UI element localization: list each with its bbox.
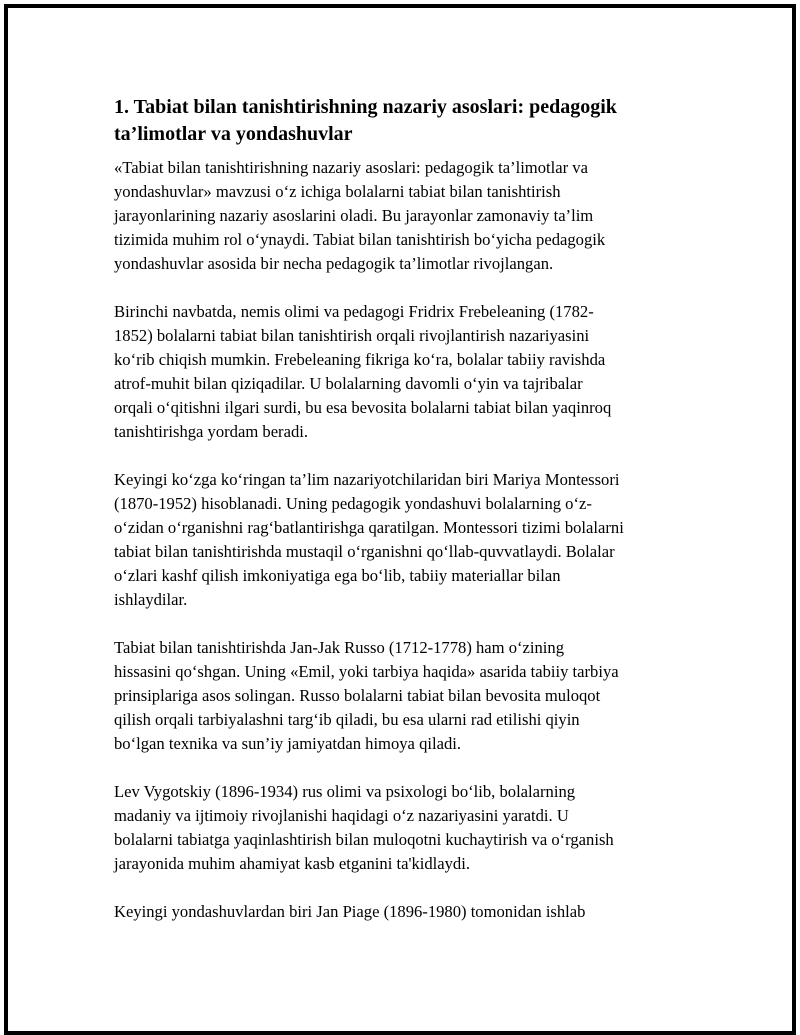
text-line: Lev Vygotskiy (1896-1934) rus olimi va psixologi bo‘lib, bolalarning — [114, 782, 576, 801]
paragraph-piage — [114, 900, 674, 924]
section-heading — [114, 92, 674, 148]
text-line: ko‘rib chiqish mumkin. Frebeleaning fikriga ko‘ra, bolalar tabiiy ravishda — [114, 350, 606, 369]
text-line: tizimida muhim rol o‘ynaydi. Tabiat bilan tanishtirish bo‘yicha pedagogik — [114, 230, 606, 249]
text-line: bolalarni tabiatga yaqinlashtirish bilan muloqotni kuchaytirish va o‘rganish — [114, 830, 614, 849]
paragraph-intro — [114, 156, 674, 276]
text-line: hissasini qo‘shgan. Uning «Emil, yoki tarbiya haqida» asarida tabiiy tarbiya — [114, 662, 619, 681]
text-line: yondashuvlar» mavzusi o‘z ichiga bolalarni tabiat bilan tanishtirish — [114, 182, 561, 201]
text-line: atrof-muhit bilan qiziqadilar. U bolalarning davomli o‘yin va tajribalar — [114, 374, 583, 393]
text-line: yondashuvlar asosida bir necha pedagogik ta’limotlar rivojlangan. — [114, 254, 554, 273]
text-line: prinsiplariga asos solingan. Russo bolalarni tabiat bilan bevosita muloqot — [114, 686, 601, 705]
text-line: o‘zidan o‘rganishni rag‘batlantirishga qaratilgan. Montessori tizimi bolalarni — [114, 518, 624, 537]
paragraph-vygotskiy — [114, 780, 674, 876]
text-line: Tabiat bilan tanishtirishda Jan-Jak Russo (1712-1778) ham o‘zining — [114, 638, 565, 657]
text-line: Keyingi yondashuvlardan biri Jan Piage (1896-1980) tomonidan ishlab — [114, 902, 586, 921]
text-line: qilish orqali tarbiyalashni targ‘ib qiladi, bu esa ularni rad etilishi qiyin — [114, 710, 580, 729]
text-line: (1870-1952) hisoblanadi. Uning pedagogik yondashuvi bolalarning o‘z- — [114, 494, 592, 513]
text-line: 1852) bolalarni tabiat bilan tanishtirish orqali rivojlantirish nazariyasini — [114, 326, 590, 345]
text-line: Keyingi ko‘zga ko‘ringan ta’lim nazariyotchilaridan biri Mariya Montessori — [114, 470, 620, 489]
text-line: tabiat bilan tanishtirishda mustaqil o‘rganishni qo‘llab-quvvatlaydi. Bolalar — [114, 542, 615, 561]
text-line: tanishtirishga yordam beradi. — [114, 422, 309, 441]
text-line: jarayonida muhim ahamiyat kasb etganini ta'kidlaydi. — [114, 854, 470, 873]
paragraph-russo — [114, 636, 674, 756]
text-line: o‘zlari kashf qilish imkoniyatiga ega bo‘lib, tabiiy materiallar bilan — [114, 566, 561, 585]
text-line: bo‘lgan texnika va sun’iy jamiyatdan himoya qiladi. — [114, 734, 462, 753]
text-line: madaniy va ijtimoiy rivojlanishi haqidagi o‘z nazariyasini yaratdi. U — [114, 806, 569, 825]
text-line: Birinchi navbatda, nemis olimi va pedagogi Fridrix Frebeleaning (1782- — [114, 302, 594, 321]
document-body — [114, 92, 674, 948]
paragraph-frebel — [114, 300, 674, 444]
paragraph-montessori — [114, 468, 674, 612]
text-line: jarayonlarining nazariy asoslarini oladi. Bu jarayonlar zamonaviy ta’lim — [114, 206, 594, 225]
heading-line: ta’limotlar va yondashuvlar — [114, 123, 353, 145]
heading-line: 1. Tabiat bilan tanishtirishning nazariy asoslari: pedagogik — [114, 96, 617, 118]
text-line: orqali o‘qitishni ilgari surdi, bu esa bevosita bolalarni tabiat bilan yaqinroq — [114, 398, 612, 417]
text-line: ishlaydilar. — [114, 590, 188, 609]
text-line: «Tabiat bilan tanishtirishning nazariy asoslari: pedagogik ta’limotlar va — [114, 158, 588, 177]
